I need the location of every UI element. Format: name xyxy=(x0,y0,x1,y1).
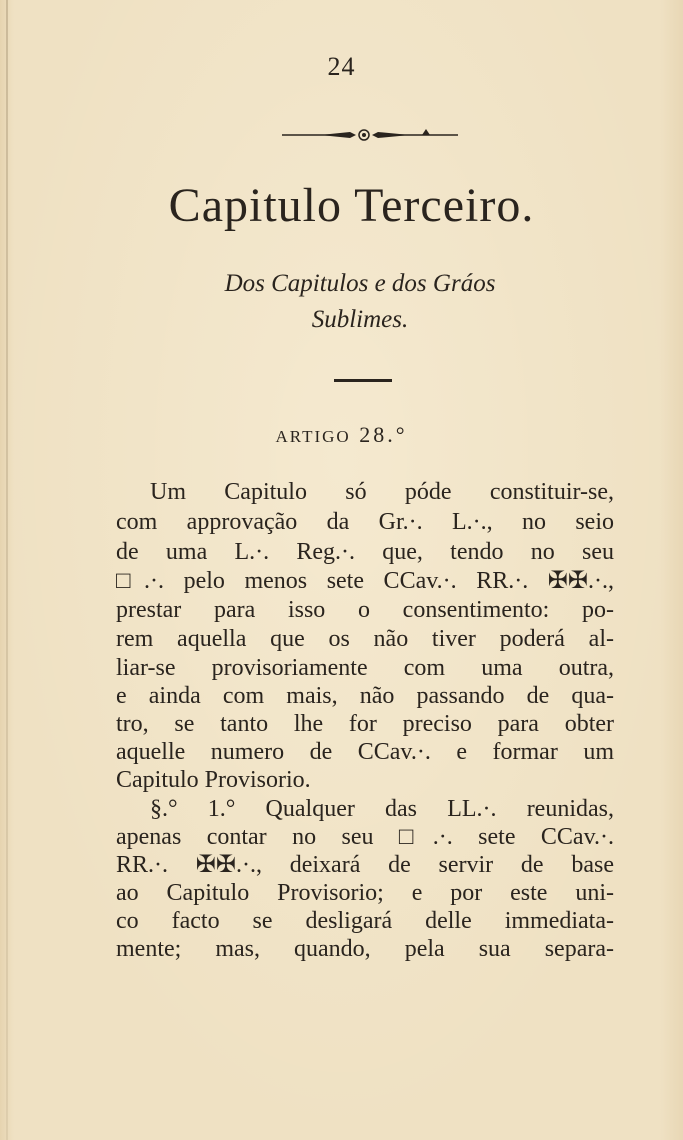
body-line: □.·. pelo menos sete CCav.·. RR.·. ✠✠.·., xyxy=(116,568,614,594)
chapter-subtitle-line-1: Dos Capitulos e dos Gráos xyxy=(224,270,496,297)
body-line: mente; mas, quando, pela sua separa- xyxy=(116,936,614,962)
body-line: de uma L.·. Reg.·. que, tendo no seu xyxy=(116,539,614,565)
body-line: liar-se provisoriamente com uma outra, xyxy=(116,655,614,681)
body-line: Capitulo Provisorio. xyxy=(116,767,311,793)
body-line: tro, se tanto lhe for preciso para obter xyxy=(116,711,614,737)
body-line: e ainda com mais, não passando de qua- xyxy=(116,683,614,709)
article-heading xyxy=(0,422,683,448)
body-line: §.° 1.° Qualquer das LL.·. reunidas, xyxy=(150,796,614,822)
page-edge xyxy=(6,0,8,1140)
body-line: com approvação da Gr.·. L.·., no seio xyxy=(116,509,614,535)
chapter-title: Capitulo Terceiro. xyxy=(168,179,535,232)
section-rule xyxy=(334,379,392,382)
body-line: ao Capitulo Provisorio; e por este uni- xyxy=(116,880,614,906)
chapter-subtitle-line-2: Sublimes. xyxy=(311,306,409,333)
body-line: Um Capitulo só póde constituir-se, xyxy=(150,479,614,505)
body-line: apenas contar no seu □.·. sete CCav.·. xyxy=(116,824,614,850)
ornament-divider-icon xyxy=(280,127,460,143)
body-line: prestar para isso o consentimento: po- xyxy=(116,597,614,623)
body-line: rem aquella que os não tiver poderá al- xyxy=(116,626,614,652)
body-line: aquelle numero de CCav.·. e formar um xyxy=(116,739,614,765)
body-line: RR.·. ✠✠.·., deixará de servir de base xyxy=(116,852,614,878)
page-number: 24 xyxy=(327,52,356,81)
article-number: 28.° xyxy=(359,422,408,447)
article-label: ARTIGO xyxy=(275,427,351,446)
body-line: co facto se desligará delle immediata- xyxy=(116,908,614,934)
